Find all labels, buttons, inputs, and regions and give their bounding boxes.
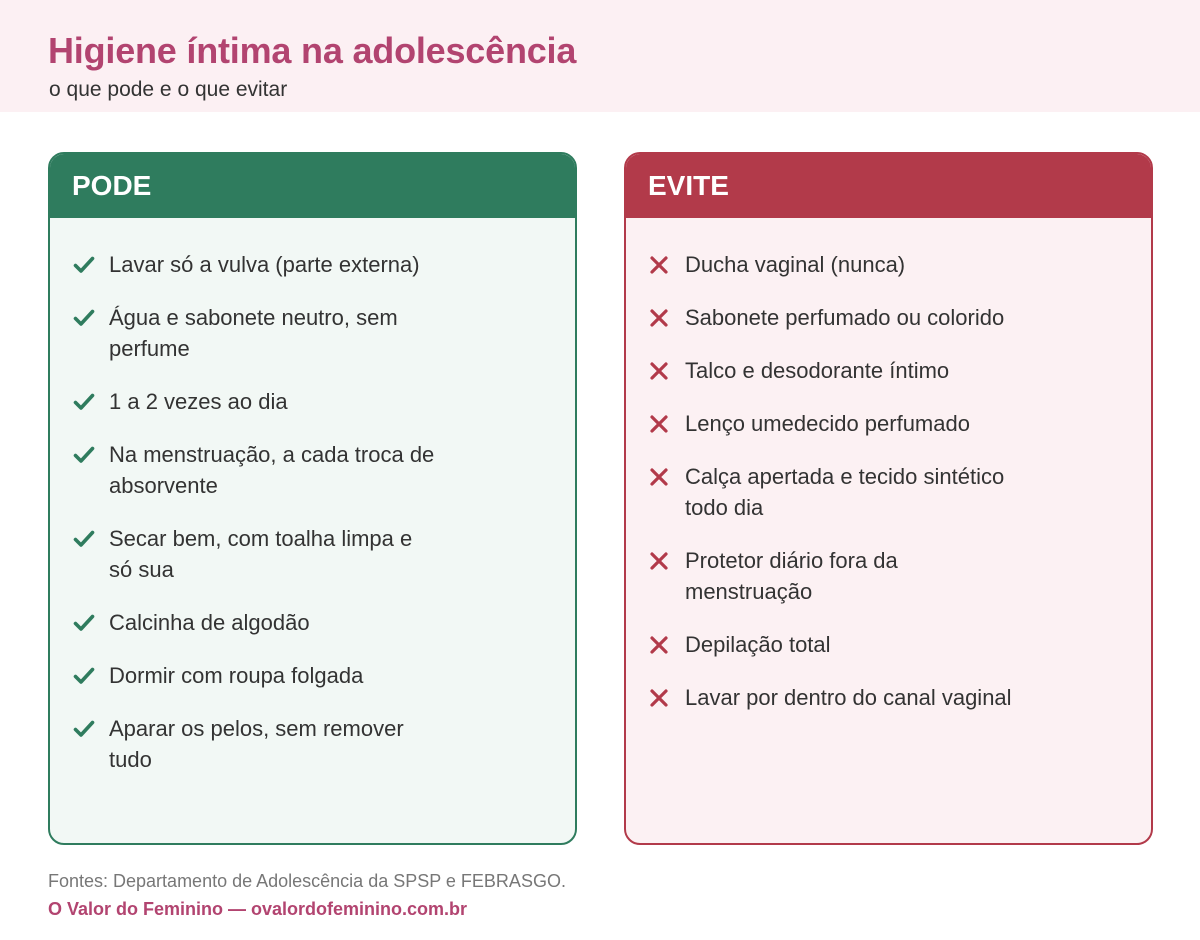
pode-item <box>73 607 575 638</box>
pode-card <box>48 152 577 845</box>
evite-item <box>649 545 1151 607</box>
pode-item-label: Calcinha de algodão <box>109 610 310 635</box>
evite-item-label: Talco e desodorante íntimo <box>685 358 950 383</box>
evite-item-label: Sabonete perfumado ou colorido <box>685 305 1005 330</box>
pode-item-label: Lavar só a vulva (parte externa) <box>109 252 420 277</box>
cross-icon <box>649 461 685 492</box>
cross-icon <box>649 249 685 280</box>
evite-item <box>649 461 1151 523</box>
pode-item-label: Dormir com roupa folgada <box>109 663 364 688</box>
evite-item-label: Depilação total <box>685 632 831 657</box>
check-icon <box>73 302 109 333</box>
cross-icon <box>649 408 685 439</box>
cross-icon <box>649 629 685 660</box>
header <box>0 0 1200 112</box>
pode-item-label: Água e sabonete neutro, sem perfume <box>109 305 398 361</box>
evite-item-label: Lenço umedecido perfumado <box>685 411 970 436</box>
pode-item <box>73 523 575 585</box>
pode-card-header: PODE <box>50 154 575 218</box>
evite-item-label: Calça apertada e tecido sintético todo dia <box>685 464 1005 520</box>
pode-item <box>73 302 575 364</box>
evite-item <box>649 302 1151 333</box>
evite-card-header: EVITE <box>626 154 1151 218</box>
cross-icon <box>649 682 685 713</box>
pode-item <box>73 660 575 691</box>
pode-item-label: Aparar os pelos, sem remover tudo <box>109 716 404 772</box>
evite-item <box>649 629 1151 660</box>
brand-credit: O Valor do Feminino — ovalordofeminino.com.br <box>48 899 468 919</box>
pode-item <box>73 439 575 501</box>
evite-item-label: Protetor diário fora da menstruação <box>685 548 898 604</box>
evite-item <box>649 249 1151 280</box>
check-icon <box>73 607 109 638</box>
pode-item-label: Secar bem, com toalha limpa e só sua <box>109 526 413 582</box>
pode-item <box>73 249 575 280</box>
evite-item <box>649 408 1151 439</box>
cross-icon <box>649 355 685 386</box>
check-icon <box>73 523 109 554</box>
sources-note: Fontes: Departamento de Adolescência da SPSP e FEBRASGO. <box>48 871 566 891</box>
check-icon <box>73 439 109 470</box>
check-icon <box>73 713 109 744</box>
pode-list <box>50 218 575 775</box>
page-subtitle: o que pode e o que evitar <box>49 78 288 101</box>
evite-item-label: Ducha vaginal (nunca) <box>685 252 906 277</box>
pode-item-label: Na menstruação, a cada troca de absorvente <box>109 442 435 498</box>
evite-card <box>624 152 1153 845</box>
evite-item-label: Lavar por dentro do canal vaginal <box>685 685 1012 710</box>
evite-item <box>649 355 1151 386</box>
pode-item <box>73 386 575 417</box>
cross-icon <box>649 545 685 576</box>
check-icon <box>73 249 109 280</box>
page-title: Higiene íntima na adolescência <box>48 30 577 71</box>
pode-item <box>73 713 575 775</box>
evite-item <box>649 682 1151 713</box>
check-icon <box>73 386 109 417</box>
pode-item-label: 1 a 2 vezes ao dia <box>109 389 288 414</box>
cross-icon <box>649 302 685 333</box>
evite-list <box>626 218 1151 713</box>
check-icon <box>73 660 109 691</box>
